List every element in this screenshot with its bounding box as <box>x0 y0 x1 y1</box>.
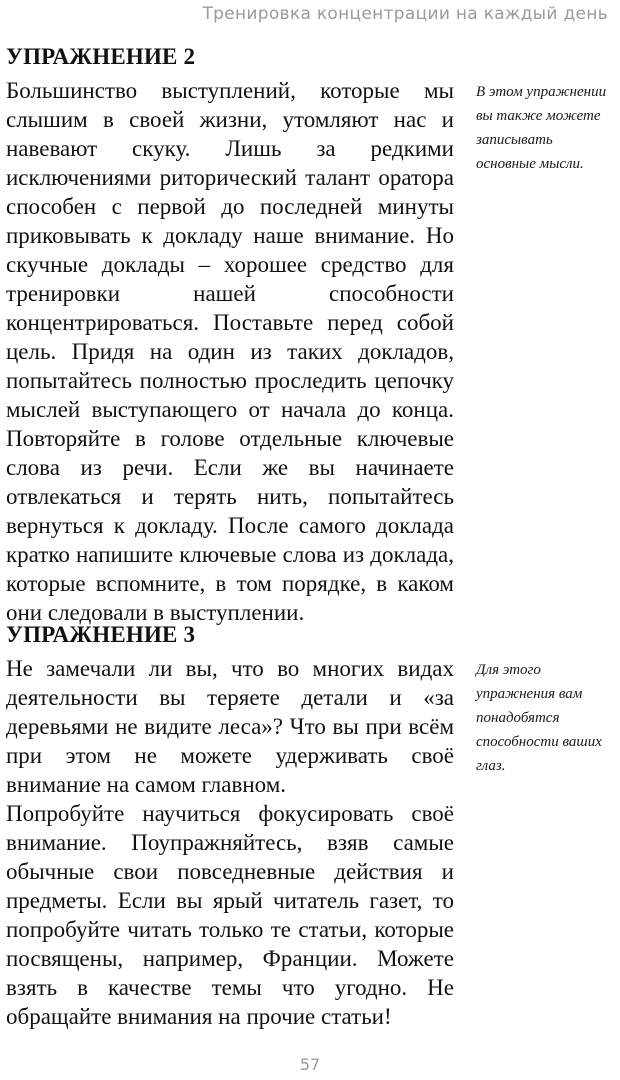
exercise-2-paragraph-1: Большинство выступлений, которые мы слышим в своей жизни, утомляют нас и навевают скуку. Лишь за редкими исключениями риторический талант оратора способен с первой до последней минуты приковывать к докладу наше внимание. Но скучные доклады – хорошее средство для тренировки нашей способности концентрироваться. Поставьте перед собой цель. Придя на один из таких докладов, попытайтесь полностью проследить цепочку мыслей выступающего от начала до конца. Повторяйте в голове отдельные ключевые слова из речи. Если же вы начинаете отвлекаться и терять нить, попытайтесь вернуться к докладу. После самого доклада кратко напишите ключевые слова из доклада, которые вспомните, в том порядке, в каком они следовали в выступлении. <box>6 78 454 625</box>
exercise-2-section <box>6 42 610 627</box>
exercise-3-margin-note: Для этого упражнения вам понадобятся способности ваших глаз. <box>476 662 602 774</box>
running-header: Тренировка концентрации на каждый день <box>202 4 608 24</box>
exercise-2-row <box>6 76 610 627</box>
page-number: 57 <box>299 1055 321 1074</box>
exercise-3-paragraph-1: Не замечали ли вы, что во многих видах деятельности вы теряете детали и «за деревьями не видите леса»? Что вы при всём при этом не можете удерживать своё внимание на самом главном. <box>6 656 454 797</box>
exercise-2-body <box>6 76 454 627</box>
exercise-3-paragraph-2: Попробуйте научиться фокусировать своё внимание. Поупражняйтесь, взяв самые обычные свои повседневные действия и предметы. Если вы ярый читатель газет, то попробуйте читать только те статьи, которые посвящены, например, Франции. Можете взять в качестве темы что угодно. Не обращайте внимания на прочие статьи! <box>6 801 454 1029</box>
exercise-3-section <box>6 620 610 1031</box>
exercise-3-body <box>6 654 454 1031</box>
exercise-3-row <box>6 654 610 1031</box>
exercise-3-heading: УПРАЖНЕНИЕ 3 <box>6 622 196 647</box>
exercise-2-heading: УПРАЖНЕНИЕ 2 <box>6 44 196 69</box>
exercise-2-margin-note: В этом упражнении вы также можете записывать основные мысли. <box>476 84 607 172</box>
